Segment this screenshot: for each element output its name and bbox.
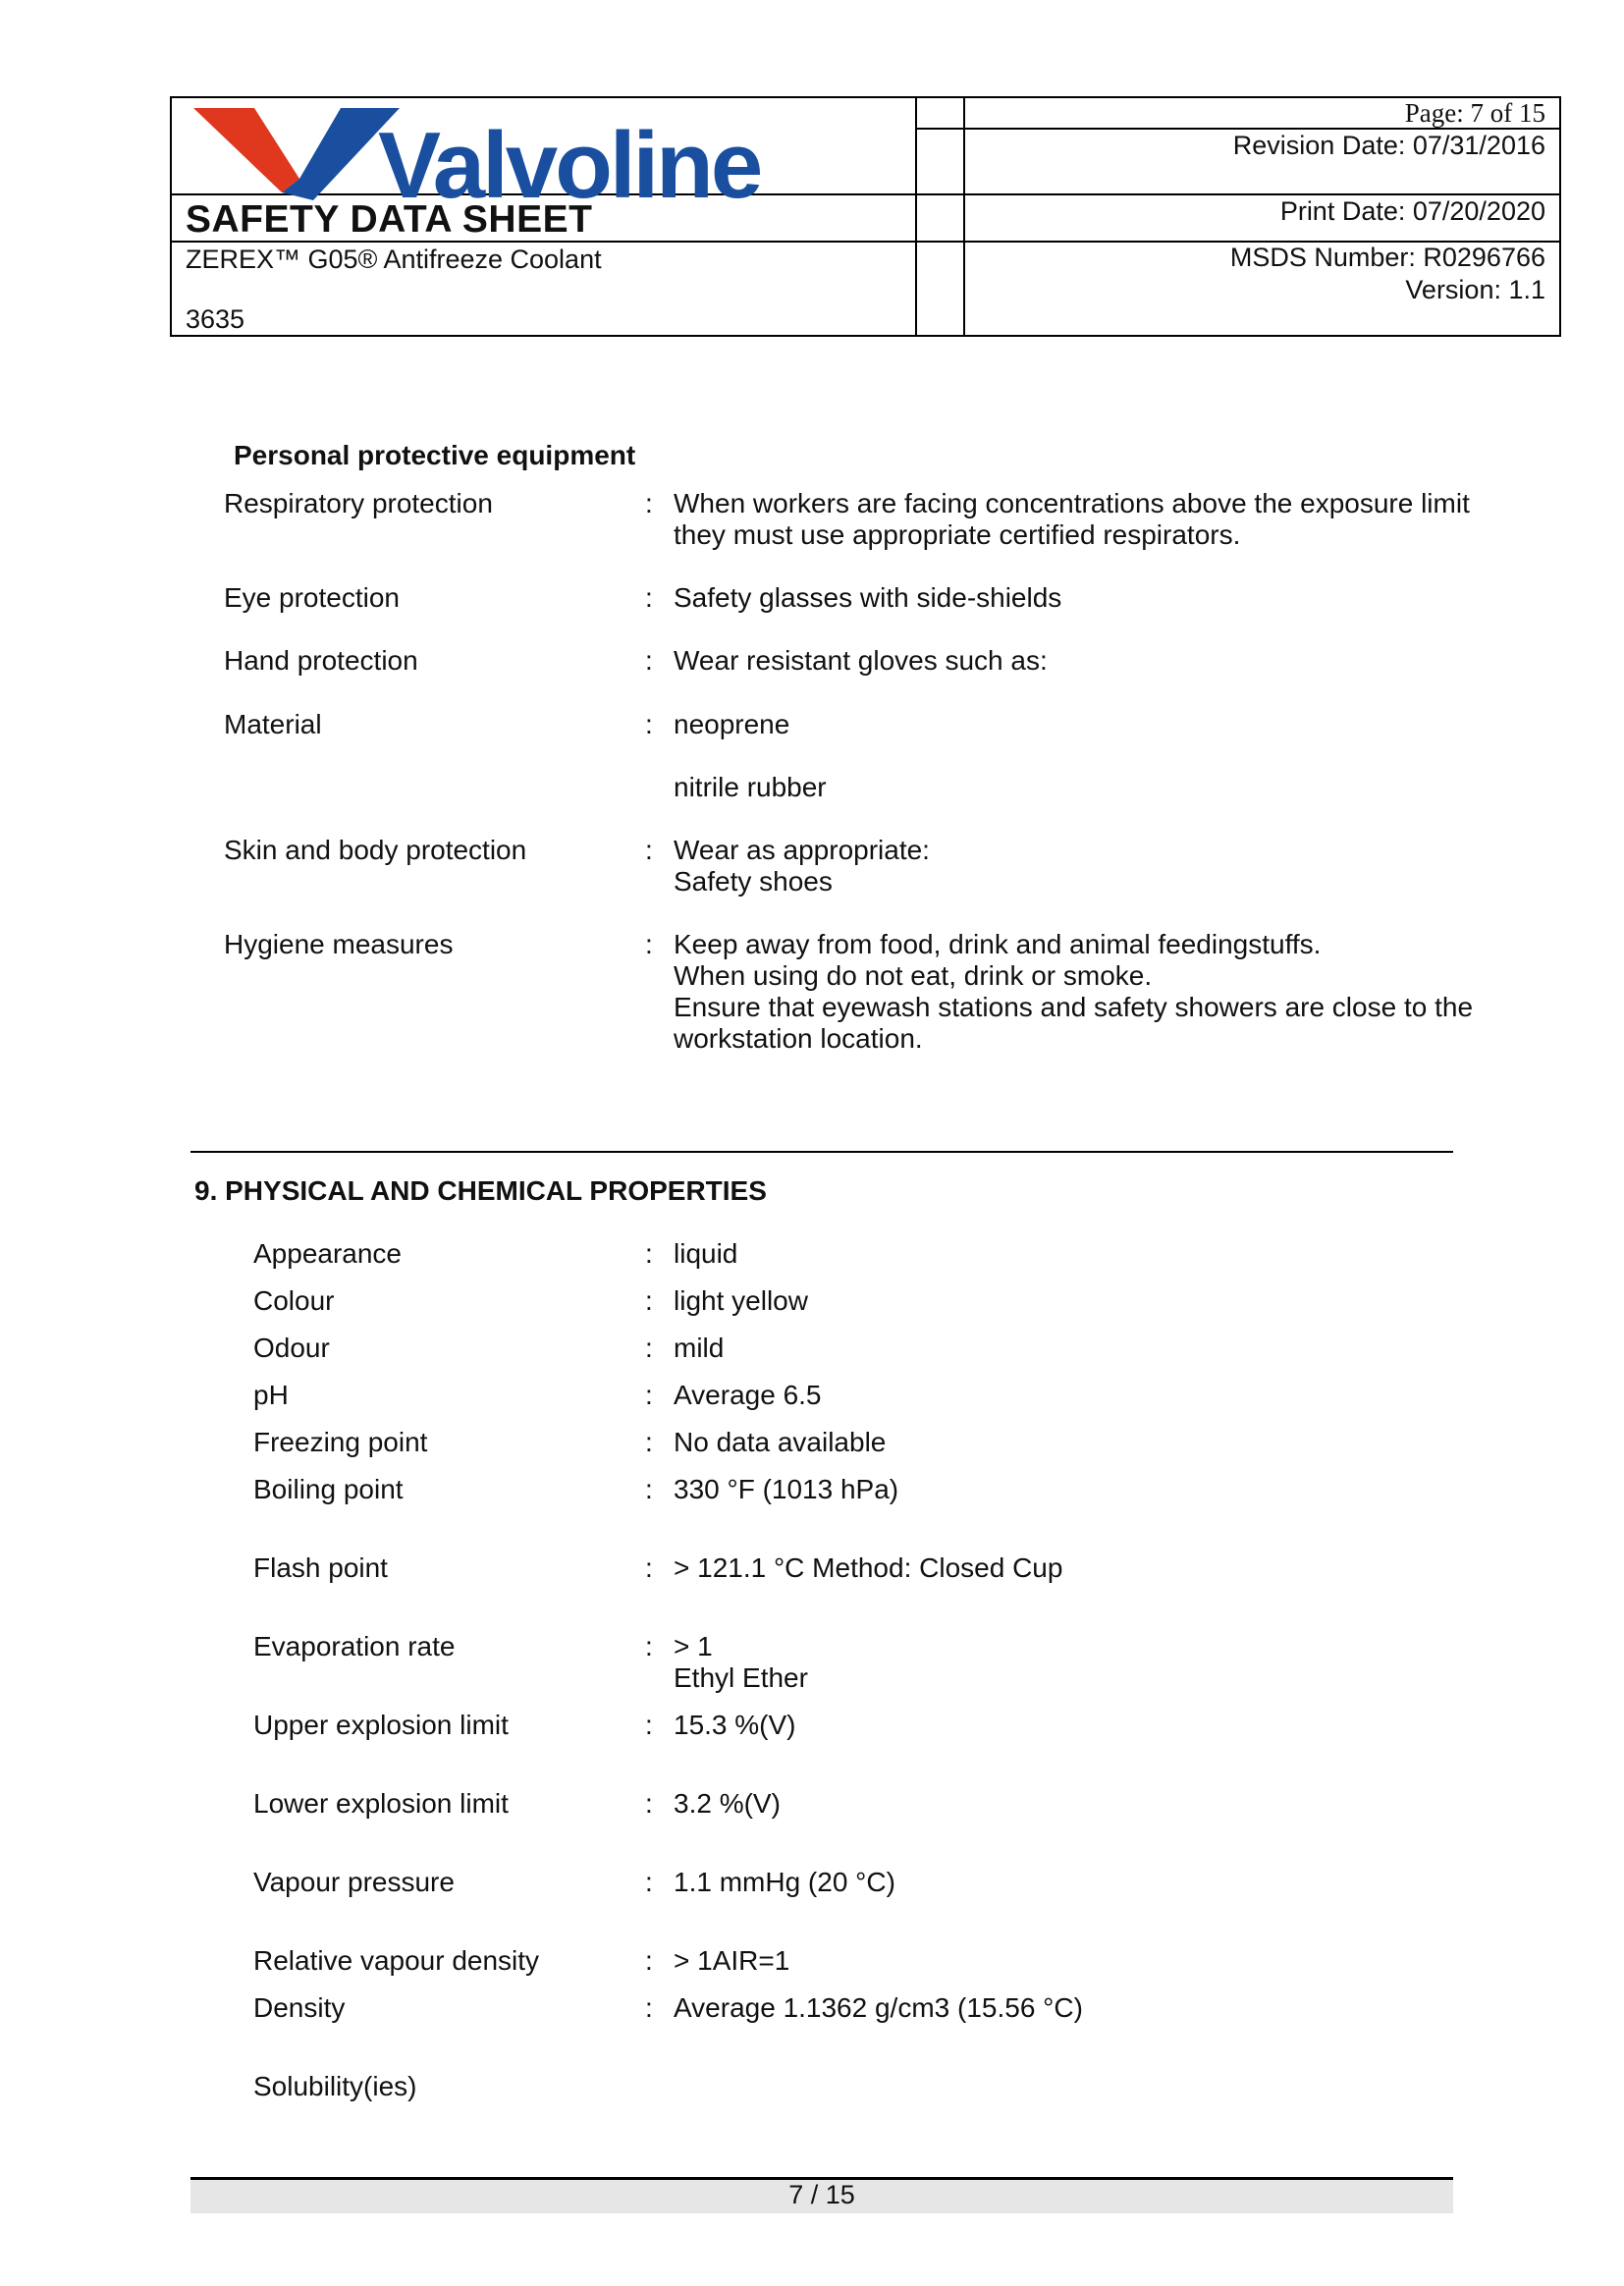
value-line: When using do not eat, drink or smoke. <box>674 960 1153 991</box>
colon: : <box>645 1427 653 1457</box>
property-label: Density <box>253 1992 346 2023</box>
value-line: 15.3 %(V) <box>674 1710 796 1740</box>
colon: : <box>645 488 653 518</box>
property-value <box>674 1867 895 1898</box>
property-label: Upper explosion limit <box>253 1710 509 1740</box>
version: Version: 1.1 <box>1405 275 1545 304</box>
value-line: Safety glasses with side-shields <box>674 582 1062 613</box>
property-label: Evaporation rate <box>253 1631 456 1661</box>
ppe-label: Skin and body protection <box>224 835 527 865</box>
property-label: Vapour pressure <box>253 1867 455 1897</box>
page-indicator: Page: 7 of 15 <box>1404 98 1545 128</box>
property-value <box>674 1427 886 1458</box>
property-label: Appearance <box>253 1238 403 1269</box>
colon: : <box>645 1238 653 1269</box>
colon: : <box>645 929 653 959</box>
colon: : <box>645 645 653 676</box>
property-value <box>674 1238 737 1270</box>
property-label: Odour <box>253 1333 330 1363</box>
colon: : <box>645 1867 653 1897</box>
header-rule <box>915 98 917 337</box>
page-footer <box>190 2180 1453 2213</box>
section-title: 9. PHYSICAL AND CHEMICAL PROPERTIES <box>194 1175 767 1206</box>
value-line: Keep away from food, drink and animal feedingstuffs. <box>674 929 1322 959</box>
ppe-value <box>674 709 789 740</box>
value-line: neoprene <box>674 709 790 739</box>
property-value <box>674 1788 781 1820</box>
property-label: pH <box>253 1380 289 1410</box>
property-value <box>674 1552 1062 1584</box>
msds-number: MSDS Number: R0296766 <box>1229 243 1545 272</box>
product-name: ZEREX™ G05® Antifreeze Coolant <box>186 245 602 274</box>
ppe-value <box>674 835 930 898</box>
value-line: Ensure that eyewash stations and safety showers are close to the <box>674 992 1474 1022</box>
page-number: 7 / 15 <box>788 2180 855 2209</box>
revision-date: Revision Date: 07/31/2016 <box>1232 131 1545 160</box>
property-value <box>674 1285 808 1317</box>
value-line: liquid <box>674 1238 738 1269</box>
ppe-value <box>674 488 1470 551</box>
colon: : <box>645 709 653 739</box>
property-label: Flash point <box>253 1552 388 1583</box>
value-line: 3.2 %(V) <box>674 1788 781 1819</box>
ppe-label: Eye protection <box>224 582 400 613</box>
ppe-label: Material <box>224 709 322 739</box>
property-label: Freezing point <box>253 1427 428 1457</box>
ppe-label: Hygiene measures <box>224 929 454 959</box>
value-line: > 121.1 °C Method: Closed Cup <box>674 1552 1063 1583</box>
value-line: Safety shoes <box>674 866 833 897</box>
colon: : <box>645 835 653 865</box>
property-value <box>674 1474 898 1505</box>
ppe-heading: Personal protective equipment <box>234 440 636 470</box>
valvoline-logo <box>193 102 812 200</box>
colon: : <box>645 1552 653 1583</box>
ppe-label: Respiratory protection <box>224 488 493 518</box>
value-line: > 1AIR=1 <box>674 1945 790 1976</box>
colon: : <box>645 1945 653 1976</box>
colon: : <box>645 1992 653 2023</box>
ppe-value <box>674 772 827 803</box>
colon: : <box>645 1333 653 1363</box>
value-line: Wear as appropriate: <box>674 835 930 865</box>
value-line: 330 °F (1013 hPa) <box>674 1474 899 1504</box>
value-line: workstation location. <box>674 1023 923 1054</box>
colon: : <box>645 1631 653 1661</box>
print-date: Print Date: 07/20/2020 <box>1279 196 1545 226</box>
value-line: No data available <box>674 1427 887 1457</box>
product-code: 3635 <box>186 304 245 334</box>
colon: : <box>645 1710 653 1740</box>
value-line: mild <box>674 1333 725 1363</box>
value-line: nitrile rubber <box>674 772 827 802</box>
property-label: Lower explosion limit <box>253 1788 509 1819</box>
property-value <box>674 1333 724 1364</box>
logo-v-red-stroke <box>193 108 299 192</box>
ppe-value <box>674 645 1048 677</box>
colon: : <box>645 1380 653 1410</box>
property-value <box>674 1631 808 1694</box>
colon: : <box>645 1285 653 1316</box>
colon: : <box>645 582 653 613</box>
property-value <box>674 1992 1083 2024</box>
value-line: 1.1 mmHg (20 °C) <box>674 1867 895 1897</box>
value-line: > 1 <box>674 1631 713 1661</box>
property-label: Solubility(ies) <box>253 2071 417 2101</box>
property-value <box>674 1380 822 1411</box>
colon: : <box>645 1474 653 1504</box>
ppe-label: Hand protection <box>224 645 418 676</box>
value-line: Wear resistant gloves such as: <box>674 645 1048 676</box>
value-line: Average 1.1362 g/cm3 (15.56 °C) <box>674 1992 1083 2023</box>
ppe-value <box>674 929 1473 1055</box>
value-line: When workers are facing concentrations above the exposure limit <box>674 488 1470 518</box>
value-line: Average 6.5 <box>674 1380 822 1410</box>
section-divider <box>190 1151 1453 1153</box>
colon: : <box>645 1788 653 1819</box>
property-label: Relative vapour density <box>253 1945 540 1976</box>
property-value <box>674 1710 796 1741</box>
value-line: Ethyl Ether <box>674 1662 808 1693</box>
property-label: Colour <box>253 1285 335 1316</box>
document-title: SAFETY DATA SHEET <box>186 198 593 241</box>
value-line: they must use appropriate certified respirators. <box>674 519 1241 550</box>
value-line: light yellow <box>674 1285 808 1316</box>
property-label: Boiling point <box>253 1474 404 1504</box>
property-value <box>674 1945 789 1977</box>
document-header <box>170 96 1561 337</box>
logo-wordmark: Valvoline <box>378 113 761 200</box>
header-rule <box>963 98 965 337</box>
ppe-value <box>674 582 1061 614</box>
